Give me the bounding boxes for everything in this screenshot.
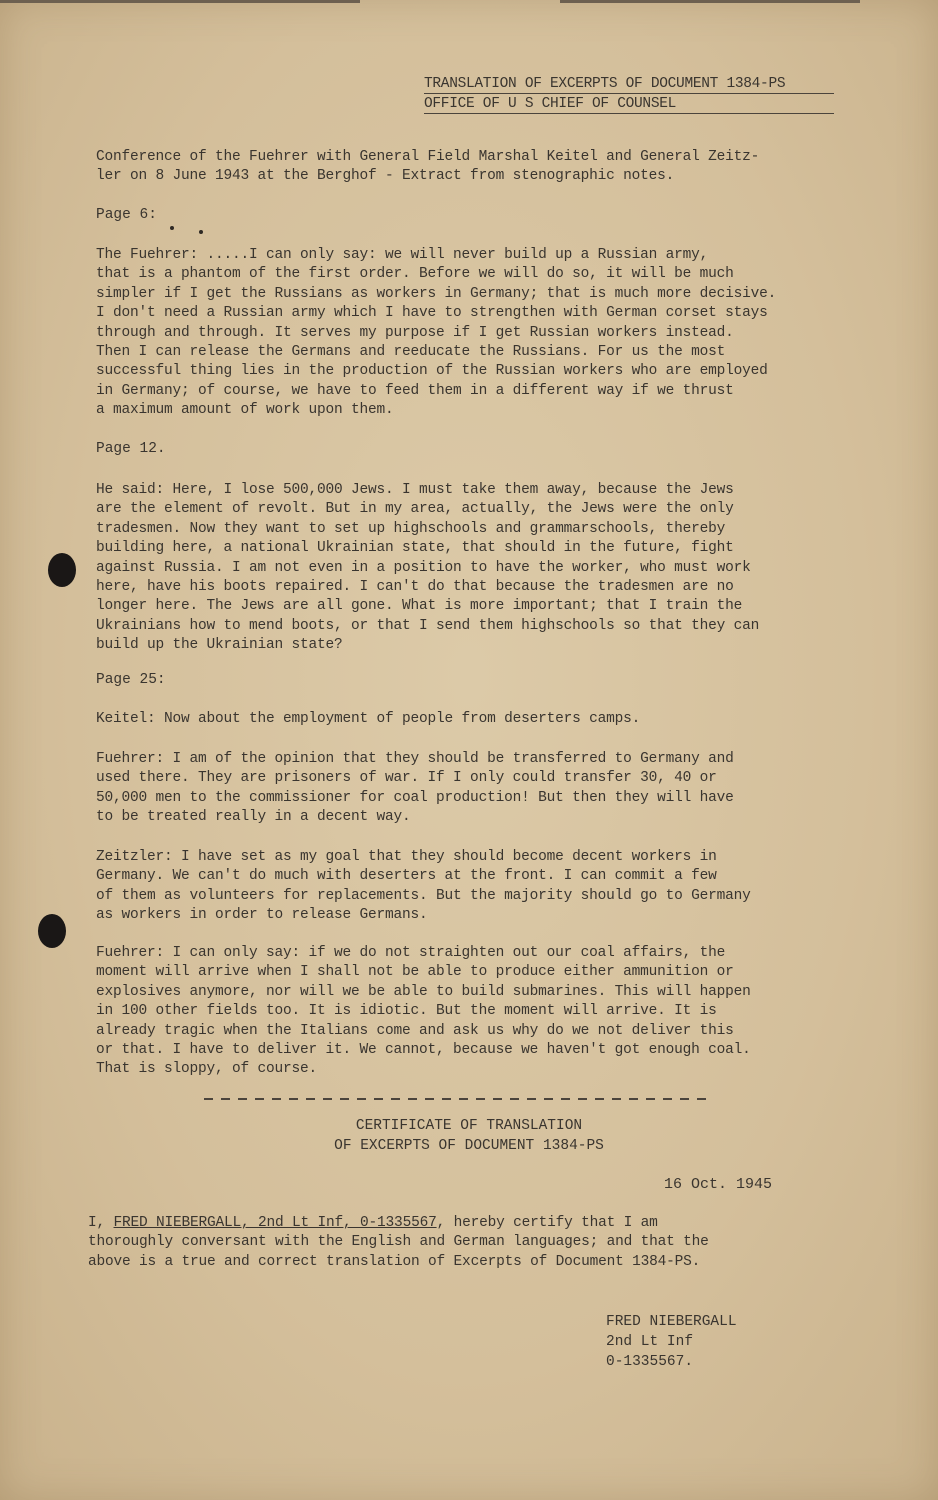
zeitzler-paragraph	[96, 848, 751, 926]
text-line: through and through. It serves my purpose if I get Russian workers instead.	[96, 324, 734, 341]
page-12-paragraph	[96, 481, 759, 656]
text-line: Ukrainians how to mend boots, or that I send them highschools so that they can	[96, 617, 760, 634]
section-divider	[204, 1098, 706, 1100]
top-edge-mark	[0, 0, 360, 3]
text-line: tradesmen. Now they want to set up highschools and grammarschools, thereby	[96, 520, 726, 537]
certificate-line-rest: , hereby certify that I am	[436, 1215, 658, 1231]
signature-block	[606, 1312, 737, 1372]
text-line: simpler if I get the Russians as workers in Germany; that is much more decisive.	[96, 285, 777, 302]
fuehrer-paragraph-2	[96, 944, 751, 1080]
text-line: That is sloppy, of course.	[96, 1061, 318, 1078]
text-line: as workers in order to release Germans.	[96, 907, 428, 924]
intro-paragraph	[96, 148, 759, 187]
text-line: in 100 other fields too. It is idiotic. But the moment will arrive. It is	[96, 1003, 717, 1020]
text-line: Keitel: Now about the employment of people from deserters camps.	[96, 711, 641, 727]
signature-name: FRED NIEBERGALL	[606, 1314, 737, 1330]
translator-name-rank: FRED NIEBERGALL, 2nd Lt Inf, 0-1335567	[113, 1215, 437, 1231]
page-6-paragraph	[96, 246, 776, 421]
text-line: or that. I have to deliver it. We cannot, because we haven't got enough coal.	[96, 1042, 751, 1059]
text-line: building here, a national Ukrainian state, that should in the future, fight	[96, 540, 734, 557]
text-line: already tragic when the Italians come and ask us why do we not deliver this	[96, 1022, 734, 1039]
text-line: to be treated really in a decent way.	[96, 809, 411, 826]
signature-rank: 2nd Lt Inf	[606, 1334, 694, 1350]
page-6-label: Page 6:	[96, 207, 157, 223]
text-line: that is a phantom of the first order. Before we will do so, it will be much	[96, 266, 734, 283]
fuehrer-paragraph-1	[96, 750, 734, 828]
header-office: OFFICE OF U S CHIEF OF COUNSEL	[424, 96, 677, 112]
text-line: He said: Here, I lose 500,000 Jews. I must take them away, because the Jews	[96, 482, 734, 498]
header-title: TRANSLATION OF EXCERPTS OF DOCUMENT 1384-PS	[424, 76, 786, 92]
intro-line: Conference of the Fuehrer with General Field Marshal Keitel and General Zeitz-	[96, 149, 760, 165]
text-line: here, have his boots repaired. I can't do that because the tradesmen are no	[96, 579, 734, 596]
text-line: moment will arrive when I shall not be able to produce either ammunition or	[96, 964, 734, 981]
text-line: against Russia. I am not even in a position to have the worker, who must work	[96, 559, 751, 576]
certificate-line: above is a true and correct translation of Excerpts of Document 1384-PS.	[88, 1253, 701, 1270]
certificate-title: CERTIFICATE OF TRANSLATION	[355, 1118, 583, 1134]
text-line: used there. They are prisoners of war. If I only could transfer 30, 40 or	[96, 770, 717, 787]
text-line: Zeitzler: I have set as my goal that they should become decent workers in	[96, 849, 717, 865]
text-line: Fuehrer: I can only say: if we do not straighten out our coal affairs, the	[96, 945, 726, 961]
ink-speck	[199, 230, 203, 234]
text-line: in Germany; of course, we have to feed them in a different way if we thrust	[96, 382, 734, 399]
text-line: a maximum amount of work upon them.	[96, 402, 394, 419]
certificate-line: thoroughly conversant with the English and German languages; and that the	[88, 1234, 709, 1251]
text-line: The Fuehrer: .....I can only say: we will never build up a Russian army,	[96, 247, 709, 263]
certificate-date: 16 Oct. 1945	[664, 1176, 773, 1193]
text-line: 50,000 men to the commissioner for coal production! But then they will have	[96, 789, 734, 806]
certificate-body	[88, 1214, 709, 1272]
ink-speck	[170, 226, 174, 230]
page-25-label: Page 25:	[96, 672, 166, 688]
top-edge-mark	[560, 0, 860, 3]
punch-hole	[38, 914, 66, 948]
certificate-line	[88, 1214, 709, 1233]
certificate-prefix: I,	[88, 1215, 114, 1231]
text-line: I don't need a Russian army which I have to strengthen with German corset stays	[96, 305, 768, 322]
punch-hole	[48, 553, 76, 587]
keitel-paragraph	[96, 710, 640, 729]
certificate-subtitle: OF EXCERPTS OF DOCUMENT 1384-PS	[334, 1138, 604, 1154]
signature-serial: 0-1335567.	[606, 1354, 694, 1370]
document-header	[424, 74, 844, 114]
page-12-label: Page 12.	[96, 441, 166, 457]
text-line: of them as volunteers for replacements. But the majority should go to Germany	[96, 887, 751, 904]
text-line: build up the Ukrainian state?	[96, 637, 343, 654]
text-line: successful thing lies in the production of the Russian workers who are employed	[96, 363, 768, 380]
text-line: Then I can release the Germans and reeducate the Russians. For us the most	[96, 344, 726, 361]
intro-line: ler on 8 June 1943 at the Berghof - Extract from stenographic notes.	[96, 168, 675, 185]
text-line: longer here. The Jews are all gone. What is more important; that I train the	[96, 598, 743, 615]
text-line: explosives anymore, nor will we be able to build submarines. This will happen	[96, 983, 751, 1000]
text-line: Germany. We can't do much with deserters at the front. I can commit a few	[96, 868, 717, 885]
text-line: are the element of revolt. But in my area, actually, the Jews were the only	[96, 501, 734, 518]
text-line: Fuehrer: I am of the opinion that they should be transferred to Germany and	[96, 751, 734, 767]
